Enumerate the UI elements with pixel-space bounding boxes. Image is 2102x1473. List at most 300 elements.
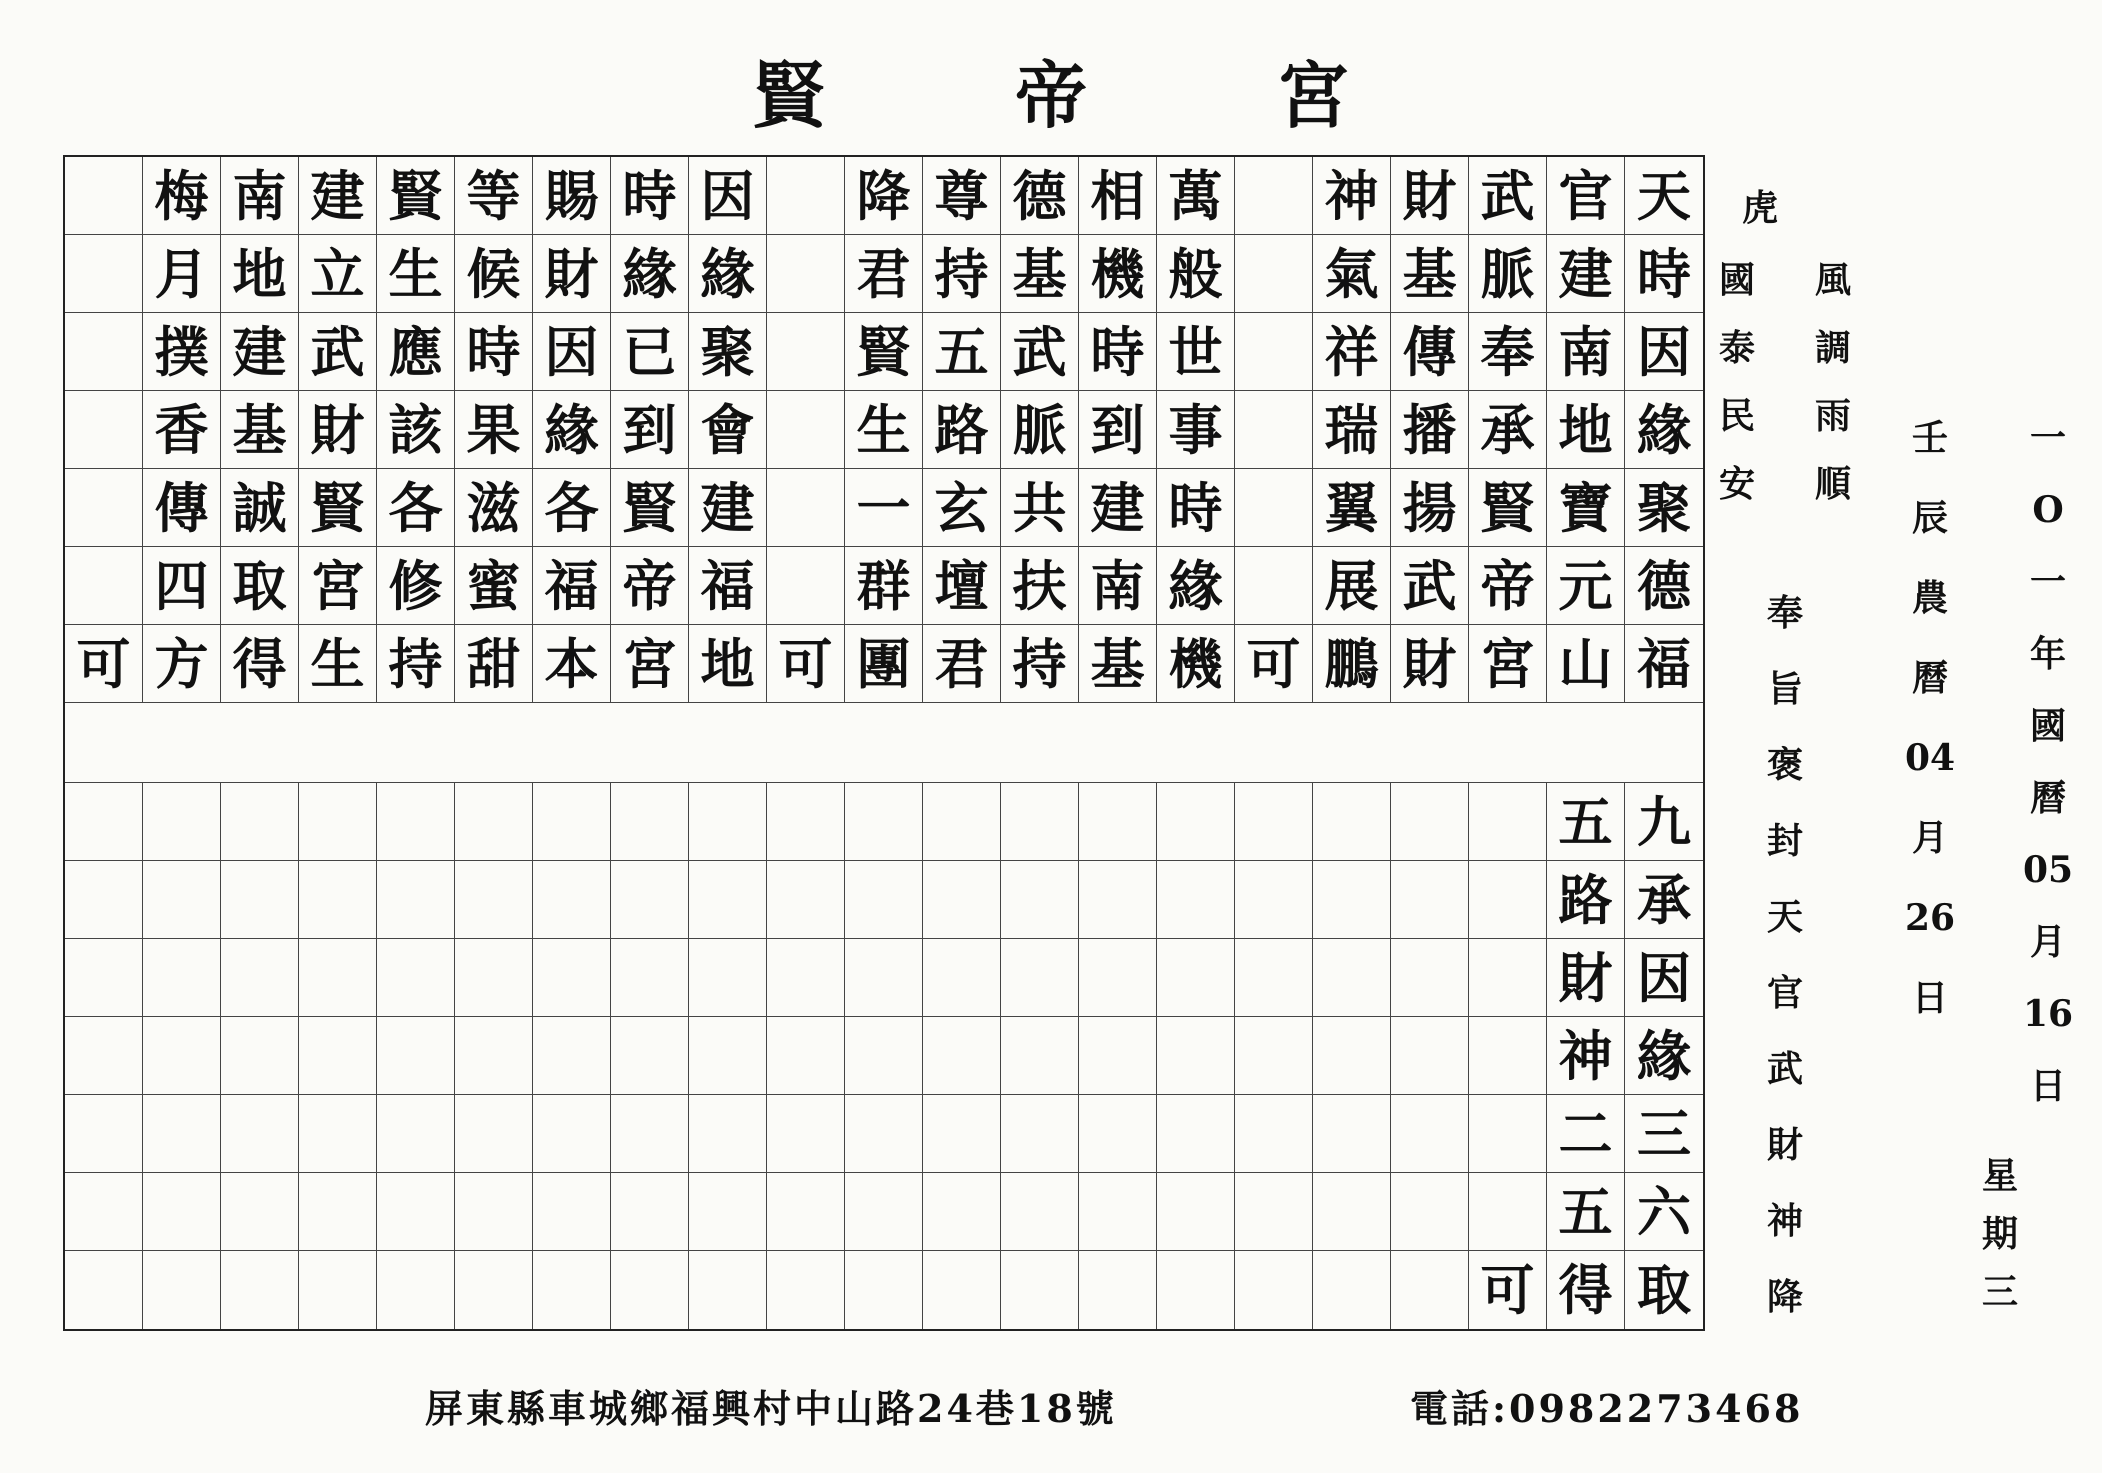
grid-cell <box>1235 547 1313 625</box>
grid-cell <box>767 547 845 625</box>
grid-cell <box>767 939 845 1017</box>
grid-cell: 玄 <box>923 469 1001 547</box>
grid-cell: 承 <box>1469 391 1547 469</box>
grid-cell <box>65 1251 143 1329</box>
grid-cell <box>1391 1251 1469 1329</box>
grid-cell: 財 <box>299 391 377 469</box>
grid-cell: 基 <box>1001 235 1079 313</box>
column-char: 年 <box>2029 633 2066 675</box>
grid-cell: 機 <box>1079 235 1157 313</box>
grid-cell <box>1391 1017 1469 1095</box>
grid-cell: 德 <box>1625 547 1703 625</box>
grid-cell: 武 <box>1391 547 1469 625</box>
grid-cell <box>377 1173 455 1251</box>
grid-cell <box>65 469 143 547</box>
grid-cell <box>65 547 143 625</box>
grid-cell: 傳 <box>1391 313 1469 391</box>
grid-cell: 地 <box>1547 391 1625 469</box>
grid-cell <box>923 1017 1001 1095</box>
grid-cell: 鵬 <box>1313 625 1391 703</box>
grid-cell <box>65 1173 143 1251</box>
grid-cell: 南 <box>1079 547 1157 625</box>
grid-cell: 時 <box>611 157 689 235</box>
grid-cell: 路 <box>1547 861 1625 939</box>
grid-cell: 群 <box>845 547 923 625</box>
grid-cell: 基 <box>1079 625 1157 703</box>
address: 屏東縣車城鄉福興村中山路24巷18號 <box>425 1386 1117 1431</box>
grid-cell <box>1313 1173 1391 1251</box>
grid-cell <box>1001 783 1079 861</box>
grid-cell: 建 <box>1547 235 1625 313</box>
grid-cell <box>533 783 611 861</box>
grid-cell: 脈 <box>1469 235 1547 313</box>
grid-cell: 福 <box>689 547 767 625</box>
column-char: 04 <box>1904 737 1956 779</box>
grid-cell: 到 <box>611 391 689 469</box>
grid-cell <box>65 939 143 1017</box>
grid-cell: 本 <box>533 625 611 703</box>
column-char: 日 <box>2029 1065 2066 1107</box>
grid-cell: 生 <box>299 625 377 703</box>
grid-cell <box>1079 1251 1157 1329</box>
column-char: 壬 <box>1911 417 1948 459</box>
grid-cell: 武 <box>299 313 377 391</box>
grid-cell: 武 <box>1001 313 1079 391</box>
grid-cell <box>1157 1173 1235 1251</box>
column-char: 辰 <box>1911 497 1948 539</box>
grid-cell <box>767 861 845 939</box>
grid-cell <box>1469 861 1547 939</box>
grid-cell <box>377 939 455 1017</box>
grid-cell: 南 <box>221 157 299 235</box>
grid-cell <box>1001 861 1079 939</box>
grid-cell: 神 <box>1313 157 1391 235</box>
grid-cell: 奉 <box>1469 313 1547 391</box>
column-char: 安 <box>1718 463 1755 505</box>
grid-cell: 事 <box>1157 391 1235 469</box>
grid-cell: 君 <box>845 235 923 313</box>
grid-cell <box>455 1251 533 1329</box>
grid-cell: 傳 <box>143 469 221 547</box>
grid-cell: 建 <box>689 469 767 547</box>
column-char: 封 <box>1766 820 1803 862</box>
grid-cell: 時 <box>1157 469 1235 547</box>
grid-cell: 帝 <box>1469 547 1547 625</box>
column-char: 星 <box>1981 1155 2018 1197</box>
column-char: 月 <box>2029 921 2066 963</box>
grid-cell <box>221 1251 299 1329</box>
grid-cell: 建 <box>221 313 299 391</box>
grid-cell: 緣 <box>611 235 689 313</box>
grid-cell: 福 <box>533 547 611 625</box>
grid-cell <box>1469 1017 1547 1095</box>
grid-cell <box>611 1251 689 1329</box>
grid-cell: 該 <box>377 391 455 469</box>
grid-cell <box>65 157 143 235</box>
phone: 電話:0982273468 <box>1410 1386 1804 1431</box>
grid-cell <box>377 783 455 861</box>
column-char: 05 <box>2022 849 2074 891</box>
gregorian-date-column <box>2008 417 2088 1160</box>
grid-cell <box>1235 939 1313 1017</box>
grid-cell: 持 <box>377 625 455 703</box>
grid-cell: 月 <box>143 235 221 313</box>
grid-cell: 帝 <box>611 547 689 625</box>
blessing-head: 虎 <box>1741 187 1778 229</box>
grid-cell <box>1235 235 1313 313</box>
column-char: O <box>2032 489 2064 531</box>
grid-cell: 可 <box>767 625 845 703</box>
grid-cell <box>923 939 1001 1017</box>
grid-cell <box>143 1095 221 1173</box>
grid-cell: 時 <box>1079 313 1157 391</box>
grid-cell <box>1157 1251 1235 1329</box>
grid-cell <box>299 939 377 1017</box>
grid-cell: 財 <box>533 235 611 313</box>
grid-cell <box>689 1173 767 1251</box>
grid-cell: 可 <box>1235 625 1313 703</box>
column-char: 期 <box>1981 1213 2018 1255</box>
grid-cell <box>377 1017 455 1095</box>
grid-cell: 各 <box>533 469 611 547</box>
grid-cell <box>689 861 767 939</box>
grid-cell <box>65 313 143 391</box>
grid-cell: 果 <box>455 391 533 469</box>
grid-cell: 氣 <box>1313 235 1391 313</box>
grid-cell <box>845 1095 923 1173</box>
grid-cell <box>143 1173 221 1251</box>
grid-cell <box>455 939 533 1017</box>
grid-cell: 路 <box>923 391 1001 469</box>
grid-cell: 萬 <box>1157 157 1235 235</box>
grid-cell <box>221 1095 299 1173</box>
grid-cell <box>143 1251 221 1329</box>
grid-cell <box>1235 1095 1313 1173</box>
grid-cell: 元 <box>1547 547 1625 625</box>
grid-cell <box>689 1095 767 1173</box>
grid-cell: 相 <box>1079 157 1157 235</box>
decree-column <box>1760 592 1810 1355</box>
column-char: 財 <box>1766 1124 1803 1166</box>
grid-cell <box>689 783 767 861</box>
grid-cell: 賢 <box>1469 469 1547 547</box>
grid-cell: 方 <box>143 625 221 703</box>
grid-cell: 武 <box>1469 157 1547 235</box>
grid-cell: 宮 <box>299 547 377 625</box>
grid-cell: 持 <box>1001 625 1079 703</box>
grid-cell: 蜜 <box>455 547 533 625</box>
grid-cell: 機 <box>1157 625 1235 703</box>
grid-cell <box>1469 783 1547 861</box>
grid-cell: 揚 <box>1391 469 1469 547</box>
column-char: 官 <box>1766 972 1803 1014</box>
grid-cell: 地 <box>221 235 299 313</box>
grid-cell: 扶 <box>1001 547 1079 625</box>
grid-cell <box>299 1017 377 1095</box>
grid-cell: 聚 <box>1625 469 1703 547</box>
grid-cell <box>533 1173 611 1251</box>
grid-cell <box>1001 1095 1079 1173</box>
grid-cell: 各 <box>377 469 455 547</box>
grid-cell <box>1079 861 1157 939</box>
grid-cell: 財 <box>1547 939 1625 1017</box>
grid-cell <box>221 1173 299 1251</box>
grid-cell: 五 <box>1547 1173 1625 1251</box>
grid-cell <box>1391 1173 1469 1251</box>
grid-cell <box>1235 469 1313 547</box>
grid-cell <box>1079 1173 1157 1251</box>
column-char: 風 <box>1814 259 1851 301</box>
grid-cell <box>455 1017 533 1095</box>
column-char: 日 <box>1911 977 1948 1019</box>
grid-cell: 可 <box>1469 1251 1547 1329</box>
grid-cell: 時 <box>455 313 533 391</box>
grid-cell <box>1157 861 1235 939</box>
grid-cell: 四 <box>143 547 221 625</box>
grid-cell <box>767 1095 845 1173</box>
grid-cell <box>845 1017 923 1095</box>
grid-cell: 般 <box>1157 235 1235 313</box>
grid-cell <box>1313 861 1391 939</box>
grid-cell: 脈 <box>1001 391 1079 469</box>
grid-cell <box>1391 939 1469 1017</box>
grid-cell: 南 <box>1547 313 1625 391</box>
grid-cell <box>767 1251 845 1329</box>
grid-cell: 三 <box>1625 1095 1703 1173</box>
grid-cell <box>767 235 845 313</box>
grid-cell: 財 <box>1391 157 1469 235</box>
grid-cell <box>299 1095 377 1173</box>
grid-cell <box>1235 313 1313 391</box>
column-char: 武 <box>1766 1048 1803 1090</box>
grid-cell <box>143 783 221 861</box>
grid-cell <box>1001 1173 1079 1251</box>
grid-cell <box>299 1173 377 1251</box>
grid-cell <box>1001 1017 1079 1095</box>
column-char: 旨 <box>1766 668 1803 710</box>
grid-cell <box>1079 1017 1157 1095</box>
grid-cell: 共 <box>1001 469 1079 547</box>
grid-cell: 生 <box>377 235 455 313</box>
grid-cell: 滋 <box>455 469 533 547</box>
grid-gap-row <box>65 703 1703 783</box>
title-char: 宮 <box>1277 53 1350 138</box>
grid-cell <box>767 469 845 547</box>
grid-cell: 德 <box>1001 157 1079 235</box>
grid-cell: 五 <box>1547 783 1625 861</box>
grid-cell: 宮 <box>1469 625 1547 703</box>
grid-cell: 天 <box>1625 157 1703 235</box>
column-char: 泰 <box>1718 327 1755 369</box>
grid-cell: 緣 <box>689 235 767 313</box>
grid-cell: 六 <box>1625 1173 1703 1251</box>
grid-cell <box>767 157 845 235</box>
column-char: 曆 <box>1911 657 1948 699</box>
grid-cell <box>65 391 143 469</box>
grid-cell <box>143 861 221 939</box>
grid-cell <box>533 1095 611 1173</box>
grid-cell <box>221 861 299 939</box>
column-char: 奉 <box>1766 592 1803 634</box>
grid-cell <box>1313 1017 1391 1095</box>
grid-cell: 因 <box>689 157 767 235</box>
grid-cell <box>1469 1173 1547 1251</box>
title-char: 賢 <box>752 53 825 138</box>
grid-cell <box>65 783 143 861</box>
grid-cell <box>611 861 689 939</box>
column-char: 褒 <box>1766 744 1803 786</box>
grid-cell <box>455 1173 533 1251</box>
grid-cell <box>221 1017 299 1095</box>
grid-cell: 地 <box>689 625 767 703</box>
grid-cell <box>455 1095 533 1173</box>
grid-cell: 持 <box>923 235 1001 313</box>
grid-cell: 生 <box>845 391 923 469</box>
grid-cell <box>143 1017 221 1095</box>
grid-cell: 撲 <box>143 313 221 391</box>
grid-cell: 賢 <box>845 313 923 391</box>
grid-cell: 可 <box>65 625 143 703</box>
grid-cell: 取 <box>221 547 299 625</box>
grid-cell: 立 <box>299 235 377 313</box>
grid-cell <box>1235 1017 1313 1095</box>
grid-cell <box>1157 783 1235 861</box>
grid-cell <box>1001 939 1079 1017</box>
grid-cell: 基 <box>1391 235 1469 313</box>
grid-cell: 降 <box>845 157 923 235</box>
grid-cell: 承 <box>1625 861 1703 939</box>
title-char: 帝 <box>1014 53 1087 138</box>
grid-cell <box>767 391 845 469</box>
grid-cell: 賢 <box>299 469 377 547</box>
grid-cell <box>1391 783 1469 861</box>
grid-cell <box>1157 939 1235 1017</box>
poem-grid <box>63 155 1705 1331</box>
grid-cell: 九 <box>1625 783 1703 861</box>
column-char: 調 <box>1814 327 1851 369</box>
grid-cell <box>923 1095 1001 1173</box>
column-char: 降 <box>1766 1276 1803 1318</box>
grid-cell <box>1235 1251 1313 1329</box>
grid-cell: 賜 <box>533 157 611 235</box>
grid-cell <box>377 1251 455 1329</box>
grid-cell: 候 <box>455 235 533 313</box>
grid-cell: 緣 <box>1157 547 1235 625</box>
grid-cell <box>299 1251 377 1329</box>
grid-cell: 建 <box>1079 469 1157 547</box>
grid-cell: 世 <box>1157 313 1235 391</box>
grid-cell <box>1313 783 1391 861</box>
grid-cell: 聚 <box>689 313 767 391</box>
column-char: 16 <box>2022 993 2074 1035</box>
grid-cell <box>1157 1017 1235 1095</box>
grid-cell <box>611 783 689 861</box>
grid-cell: 財 <box>1391 625 1469 703</box>
column-char: 民 <box>1718 395 1755 437</box>
grid-cell <box>1079 1095 1157 1173</box>
grid-cell <box>767 1017 845 1095</box>
grid-cell <box>377 861 455 939</box>
grid-cell <box>1313 1251 1391 1329</box>
grid-cell <box>1157 1095 1235 1173</box>
grid-cell <box>1313 939 1391 1017</box>
grid-cell: 取 <box>1637 1258 1691 1322</box>
grid-cell: 等 <box>455 157 533 235</box>
column-char: 曆 <box>2029 777 2066 819</box>
column-char: 國 <box>1718 259 1755 301</box>
grid-cell <box>845 1251 923 1329</box>
grid-cell <box>611 1173 689 1251</box>
grid-cell: 祥 <box>1313 313 1391 391</box>
grid-cell <box>143 939 221 1017</box>
grid-cell: 建 <box>299 157 377 235</box>
grid-cell <box>533 1251 611 1329</box>
grid-cell <box>923 1173 1001 1251</box>
grid-cell: 展 <box>1313 547 1391 625</box>
grid-cell <box>611 939 689 1017</box>
grid-cell: 山 <box>1547 625 1625 703</box>
grid-cell <box>533 939 611 1017</box>
grid-cell: 一 <box>845 469 923 547</box>
grid-cell <box>1235 157 1313 235</box>
grid-cell <box>923 1251 1001 1329</box>
grid-cell <box>1469 939 1547 1017</box>
grid-cell: 二 <box>1547 1095 1625 1173</box>
column-char: 國 <box>2029 705 2066 747</box>
column-char: 順 <box>1814 463 1851 505</box>
grid-cell <box>1235 391 1313 469</box>
grid-cell <box>1235 1173 1313 1251</box>
grid-cell <box>845 1173 923 1251</box>
column-char: 農 <box>1911 577 1948 619</box>
grid-cell <box>689 1251 767 1329</box>
grid-cell: 緣 <box>1625 391 1703 469</box>
grid-cell: 得 <box>1547 1251 1625 1329</box>
weekday-column <box>1975 1155 2025 1338</box>
grid-cell <box>65 1017 143 1095</box>
grid-cell <box>845 861 923 939</box>
grid-cell: 壇 <box>923 547 1001 625</box>
grid-cell <box>767 313 845 391</box>
grid-cell <box>65 1095 143 1173</box>
grid-cell: 時 <box>1625 235 1703 313</box>
grid-cell <box>533 861 611 939</box>
grid-cell: 瑞 <box>1313 391 1391 469</box>
grid-cell: 到 <box>1079 391 1157 469</box>
grid-cell <box>1079 939 1157 1017</box>
grid-cell <box>923 783 1001 861</box>
grid-cell <box>767 1173 845 1251</box>
grid-cell <box>845 783 923 861</box>
grid-cell <box>845 939 923 1017</box>
grid-cell: 誠 <box>221 469 299 547</box>
grid-cell: 已 <box>611 313 689 391</box>
blessing-left-column <box>1712 259 1762 562</box>
grid-cell <box>1313 1095 1391 1173</box>
grid-cell <box>689 1017 767 1095</box>
grid-cell: 宮 <box>611 625 689 703</box>
grid-cell <box>689 939 767 1017</box>
grid-cell: 播 <box>1391 391 1469 469</box>
grid-cell: 應 <box>377 313 455 391</box>
grid-cell: 尊 <box>923 157 1001 235</box>
column-char: 神 <box>1766 1200 1803 1242</box>
grid-cell <box>299 783 377 861</box>
grid-cell <box>1079 783 1157 861</box>
column-char: 天 <box>1766 896 1803 938</box>
grid-cell <box>377 1095 455 1173</box>
grid-cell <box>767 783 845 861</box>
